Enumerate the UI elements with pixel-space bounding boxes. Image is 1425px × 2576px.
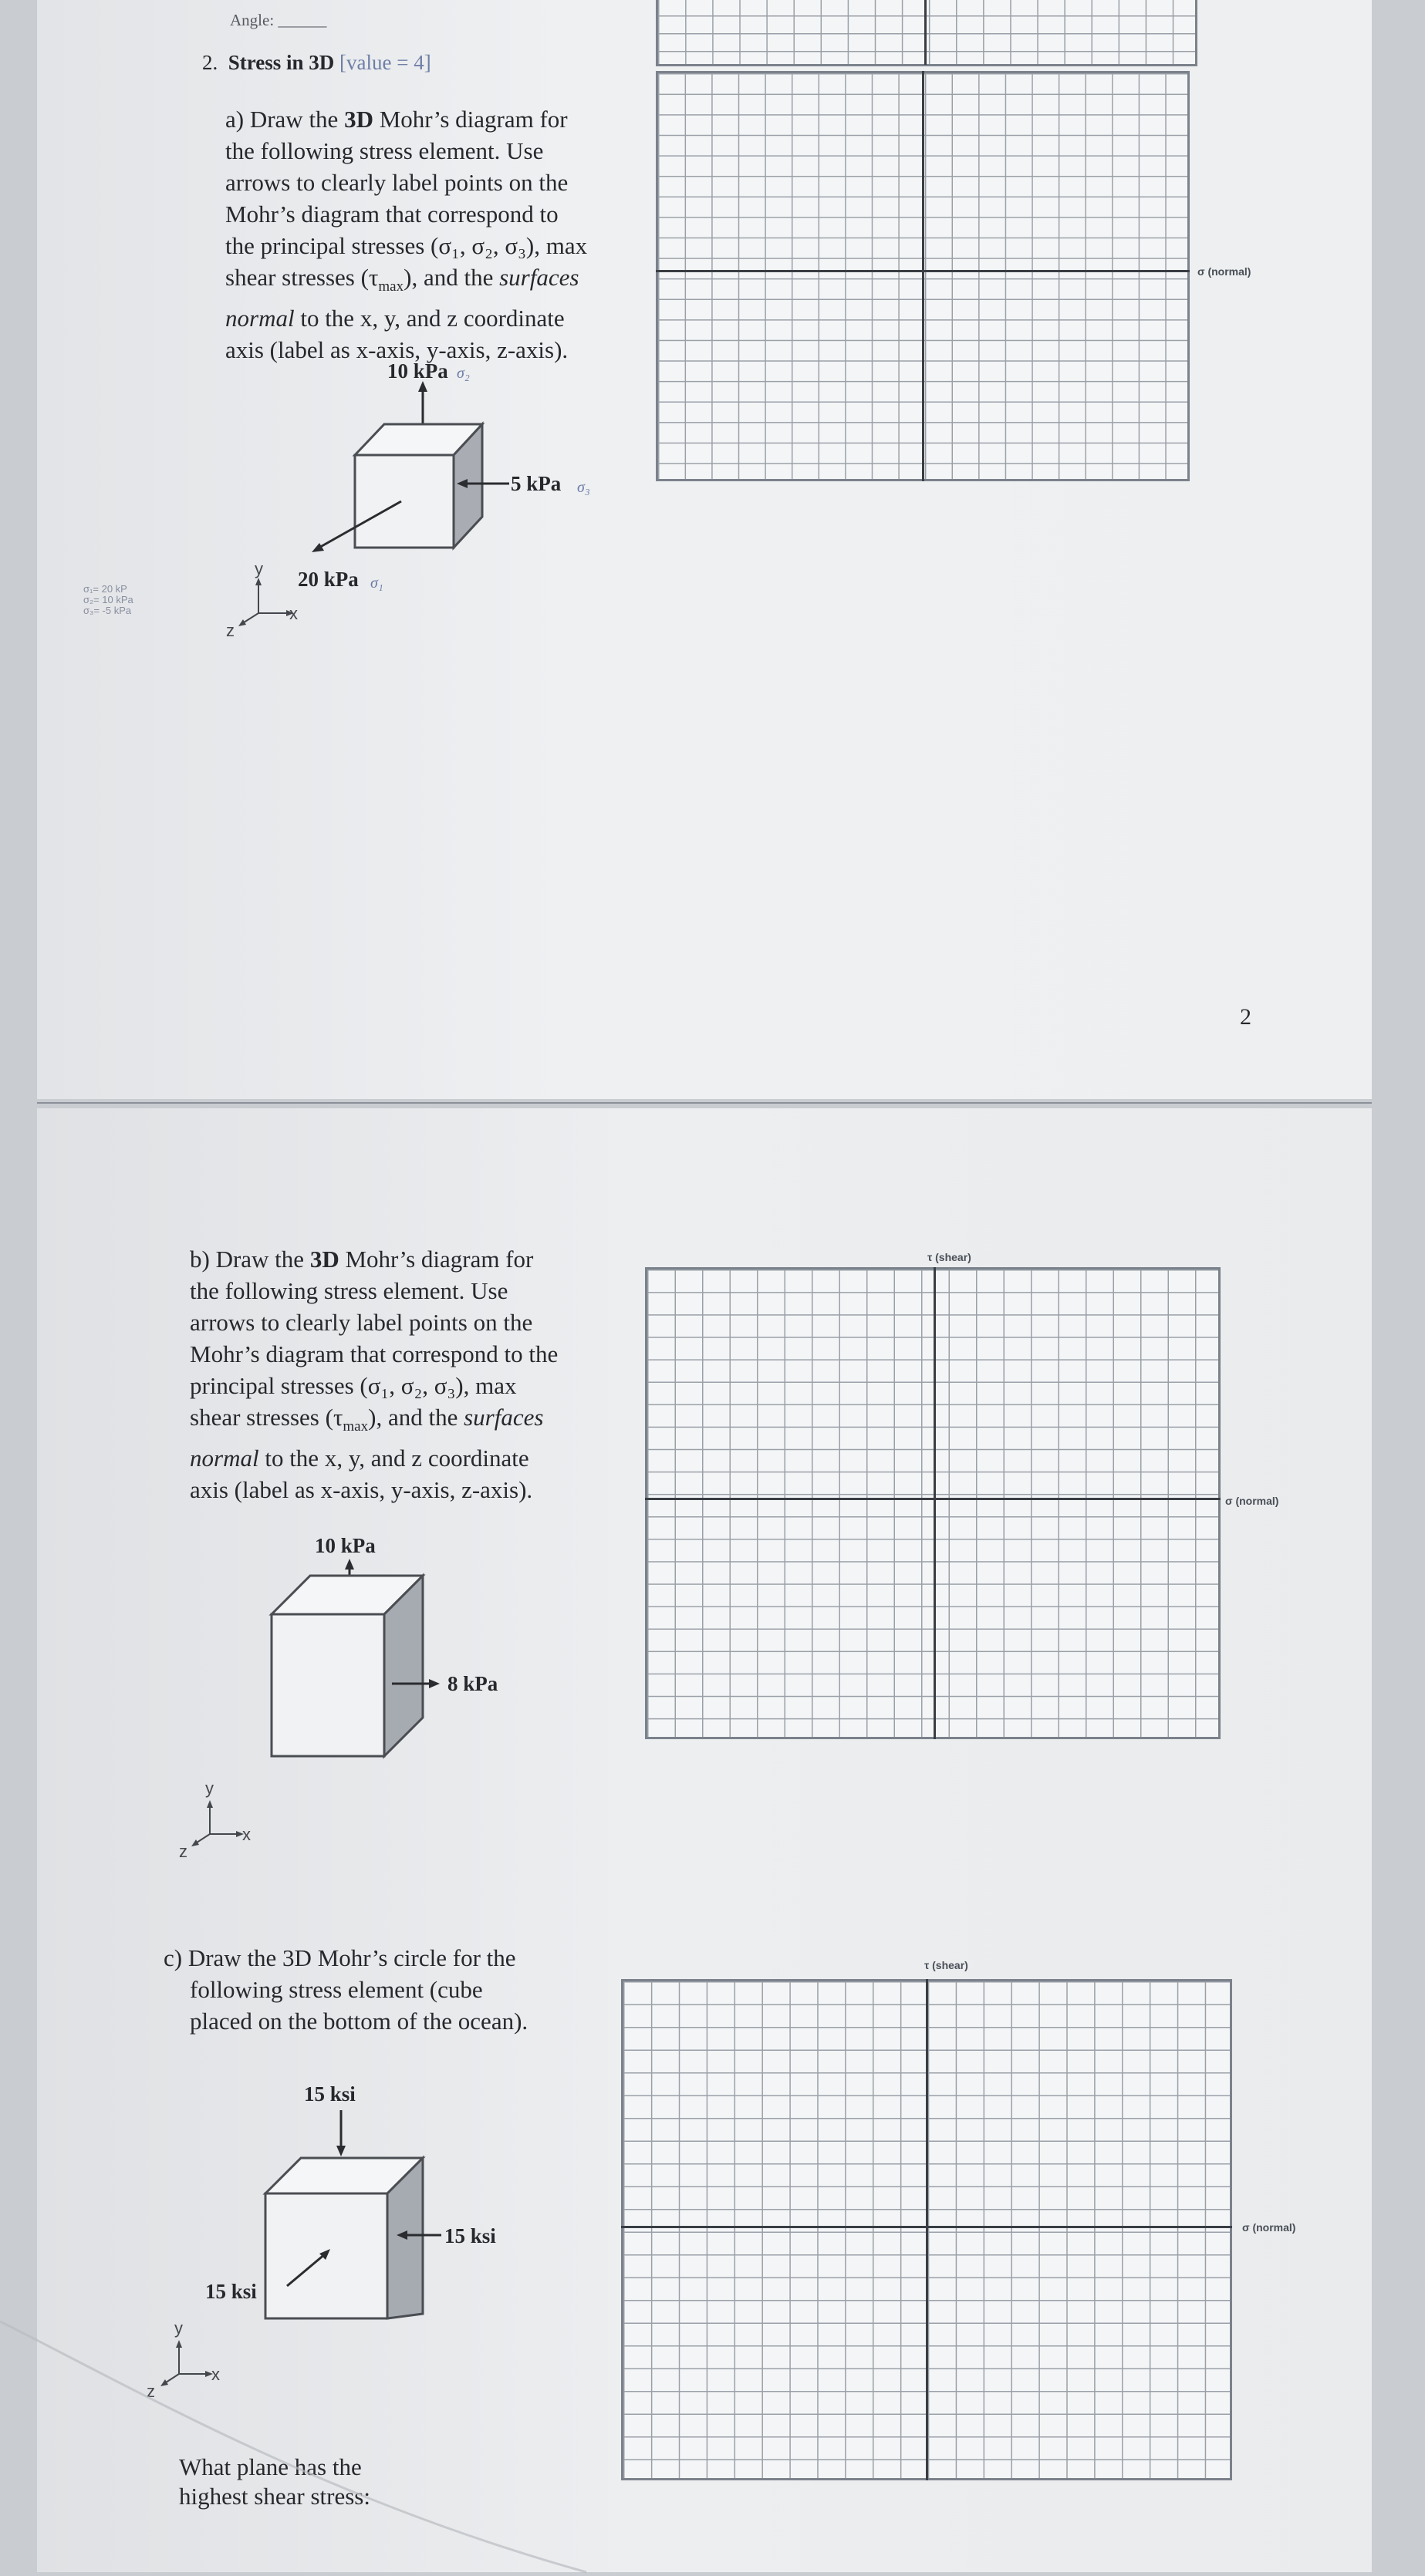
triad-c-x: x: [211, 2365, 220, 2384]
mohr-c-tau-axis: [926, 1979, 928, 2480]
part-b-line-3: arrows to clearly label points on the: [190, 1309, 533, 1336]
part-a-line-7: normal to the x, y, and z coordinate: [225, 305, 565, 332]
part-a-line-6: shear stresses $(\tau_{max})$, and the surfaces: [225, 264, 579, 295]
part-b-line-2: the following stress element. Use: [190, 1277, 508, 1304]
margin-note-3: σ₃= -5 kPa: [83, 605, 132, 616]
part-b-line-6: shear stresses $(\tau_{max})$, and the surfaces: [190, 1404, 544, 1435]
arrow-top-a-head: [418, 381, 427, 392]
cube-front-face: [355, 455, 454, 548]
mohr-b-sigma-axis: [645, 1498, 1221, 1500]
label-top-c: 15 ksi: [304, 2082, 356, 2106]
page-number: 2: [1240, 1004, 1251, 1030]
cube-b-front-face: [272, 1614, 384, 1756]
part-a-line-8: axis (label as x-axis, y-axis, z-axis).: [225, 336, 569, 364]
part-a-line-2: the following stress element. Use: [225, 137, 544, 164]
label-top-a: 10 kPa: [387, 359, 448, 383]
mohr-b-tau-label: τ (shear): [927, 1251, 971, 1263]
part-b-line-7: normal to the x, y, and z coordinate: [190, 1445, 529, 1472]
part-b-line-1: b) Draw the 3D Mohr’s diagram for: [190, 1246, 534, 1273]
part-c-question-line-2: highest shear stress:: [179, 2483, 370, 2510]
part-c-question-line-1: What plane has the: [179, 2453, 362, 2480]
mohr-graph-b[interactable]: [645, 1267, 1221, 1739]
stress-element-b: [262, 1531, 540, 1770]
mohr-a-sigma-label: σ (normal): [1197, 265, 1251, 278]
triad-a-x: x: [289, 604, 298, 623]
triad-a-z: z: [226, 621, 235, 640]
angle-label: Angle:: [230, 11, 275, 29]
top-strip-tau-axis: [924, 0, 927, 65]
note-front-a: σ₁: [370, 575, 383, 592]
label-right-a: 5 kPa: [511, 472, 562, 495]
screen-glare-arc: [0, 2298, 694, 2576]
margin-notes: [83, 584, 133, 616]
label-right-c: 15 ksi: [444, 2224, 496, 2247]
part-c-instructions: [164, 1942, 528, 2037]
part-c-line-3: placed on the bottom of the ocean).: [190, 2008, 528, 2035]
label-top-b: 10 kPa: [315, 1534, 376, 1557]
question-value: [value = 4]: [339, 51, 431, 74]
triad-b-z: z: [179, 1842, 187, 1861]
margin-note-1: σ₁= 20 kP: [83, 583, 127, 595]
mohr-c-tau-label: τ (shear): [924, 1959, 968, 1971]
label-front-c: 15 ksi: [205, 2280, 257, 2303]
angle-blank[interactable]: ______: [278, 11, 327, 29]
margin-note-2: σ₂= 10 kPa: [83, 594, 133, 605]
part-a-line-5: the principal stresses (σ₁, σ₂, σ₃), max: [225, 232, 588, 259]
mohr-a-sigma-axis: [656, 270, 1190, 272]
triad-a-y: y: [255, 559, 263, 578]
part-c-line-2: following stress element (cube: [190, 1976, 483, 2003]
mohr-b-sigma-label: σ (normal): [1225, 1495, 1279, 1507]
triad-b-x: x: [242, 1825, 251, 1844]
note-right-a: σ₃: [577, 479, 590, 496]
label-right-b: 8 kPa: [447, 1672, 498, 1695]
stress-element-a: [293, 355, 617, 648]
stress-element-c: [201, 2067, 525, 2329]
mohr-a-tau-axis: [922, 71, 924, 481]
mohr-c-sigma-label: σ (normal): [1242, 2221, 1296, 2234]
graph-paper-top-strip[interactable]: [656, 0, 1197, 66]
triad-c-y: y: [174, 2318, 183, 2338]
arrow-front-a-head: [312, 543, 324, 552]
triad-b-y: y: [205, 1779, 214, 1798]
angle-prompt: [230, 11, 326, 30]
axis-triad-a: [220, 559, 312, 644]
triad-c-z: z: [147, 2382, 155, 2401]
part-b-line-8: axis (label as x-axis, y-axis, z-axis).: [190, 1476, 533, 1504]
question-number: 2.: [202, 51, 218, 74]
part-a-line-3: arrows to clearly label points on the: [225, 169, 569, 196]
mohr-c-sigma-axis: [621, 2226, 1232, 2228]
note-top-a: σ₂: [457, 365, 470, 382]
part-b-line-4: Mohr’s diagram that correspond to the: [190, 1340, 559, 1367]
question-title: Stress in 3D: [228, 51, 335, 74]
page-divider: [37, 1102, 1372, 1104]
label-front-a: 20 kPa: [298, 568, 359, 591]
part-a-line-1: a) Draw the 3D Mohr’s diagram for: [225, 106, 568, 133]
axis-triad-b: [171, 1774, 264, 1866]
question-heading: [202, 51, 431, 75]
part-a-instructions: [225, 103, 587, 366]
part-b-instructions: [190, 1243, 558, 1505]
part-a-line-4: Mohr’s diagram that correspond to: [225, 201, 559, 228]
part-b-line-5: principal stresses (σ₁, σ₂, σ₃), max: [190, 1372, 517, 1399]
mohr-b-tau-axis: [934, 1267, 936, 1739]
part-c-line-1: c) Draw the 3D Mohr’s circle for the: [164, 1944, 516, 1971]
